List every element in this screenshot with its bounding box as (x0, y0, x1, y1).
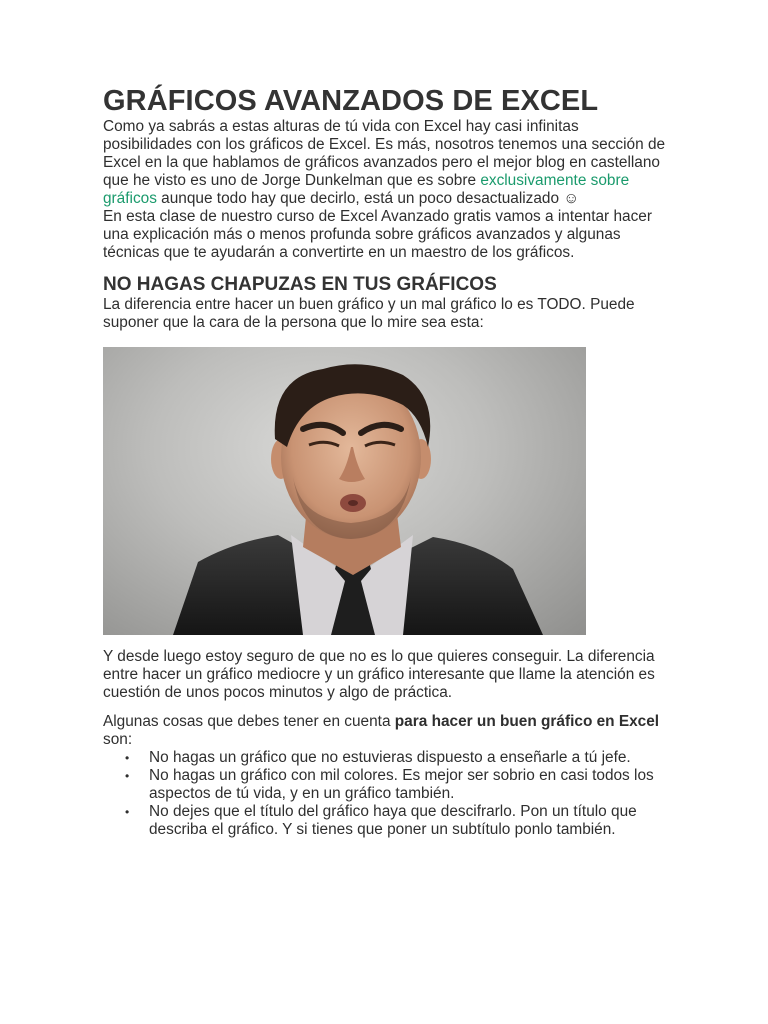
document-page (103, 84, 668, 839)
bullet-icon: • (125, 751, 130, 765)
list-item-text: No hagas un gráfico que no estuvieras dispuesto a enseñarle a tú jefe. (149, 749, 631, 766)
intro-text-after-link: aunque todo hay que decirlo, está un poco desactualizado ☺ (156, 190, 580, 207)
section-paragraph-2: Y desde luego estoy seguro de que no es lo que quieres conseguir. La diferencia entre hacer un gráfico mediocre y un gráfico interesante que llame la atención es cuestión de unos pocos minutos y algo de práctica. (103, 648, 655, 701)
list-item (125, 767, 668, 803)
graphics-blog-link[interactable]: exclusivamente sobre gráficos (103, 172, 630, 207)
list-item-text: No dejes que el título del gráfico haya que descifrarlo. Pon un título que describa el gráfico. Y si tienes que poner un subtítulo ponlo también. (149, 803, 637, 838)
section-heading: NO HAGAS CHAPUZAS EN TUS GRÁFICOS (103, 274, 497, 295)
list-item-text: No hagas un gráfico con mil colores. Es mejor ser sobrio en casi todos los aspectos de tú vida, y en un gráfico también. (149, 767, 654, 802)
para3-bold-text: para hacer un buen gráfico en Excel (394, 713, 660, 730)
bullet-icon: • (125, 805, 130, 819)
intro-paragraph-2: En esta clase de nuestro curso de Excel Avanzado gratis vamos a intentar hacer una explicación más o menos profunda sobre gráficos avanzados y algunas técnicas que te ayudarán a convertirte en un maestro de los gráficos. (103, 208, 652, 261)
page-title: GRÁFICOS AVANZADOS DE EXCEL (103, 85, 599, 117)
tips-list (103, 749, 668, 839)
intro-paragraph (103, 118, 668, 208)
list-item (125, 803, 668, 839)
section-paragraph-1: La diferencia entre hacer un buen gráfico y un mal gráfico lo es TODO. Puede suponer que la cara de la persona que lo mire sea esta: (103, 296, 635, 331)
list-item (125, 749, 668, 767)
bullet-icon: • (125, 769, 130, 783)
para3-text-before-bold: Algunas cosas que debes tener en cuenta (103, 713, 395, 730)
intro-text-before-link: Como ya sabrás a estas alturas de tú vida con Excel hay casi infinitas posibilidades con los gráficos de Excel. Es más, nosotros tenemos una sección de Excel en la que hablamos de gráficos avanzados pero el mejor blog en castellano que he visto es uno de Jorge Dunkelman que es sobre (103, 118, 666, 189)
para3-text-after-bold: son: (103, 731, 133, 748)
section-paragraph-3 (103, 713, 668, 749)
disgusted-man-photo (103, 347, 586, 635)
